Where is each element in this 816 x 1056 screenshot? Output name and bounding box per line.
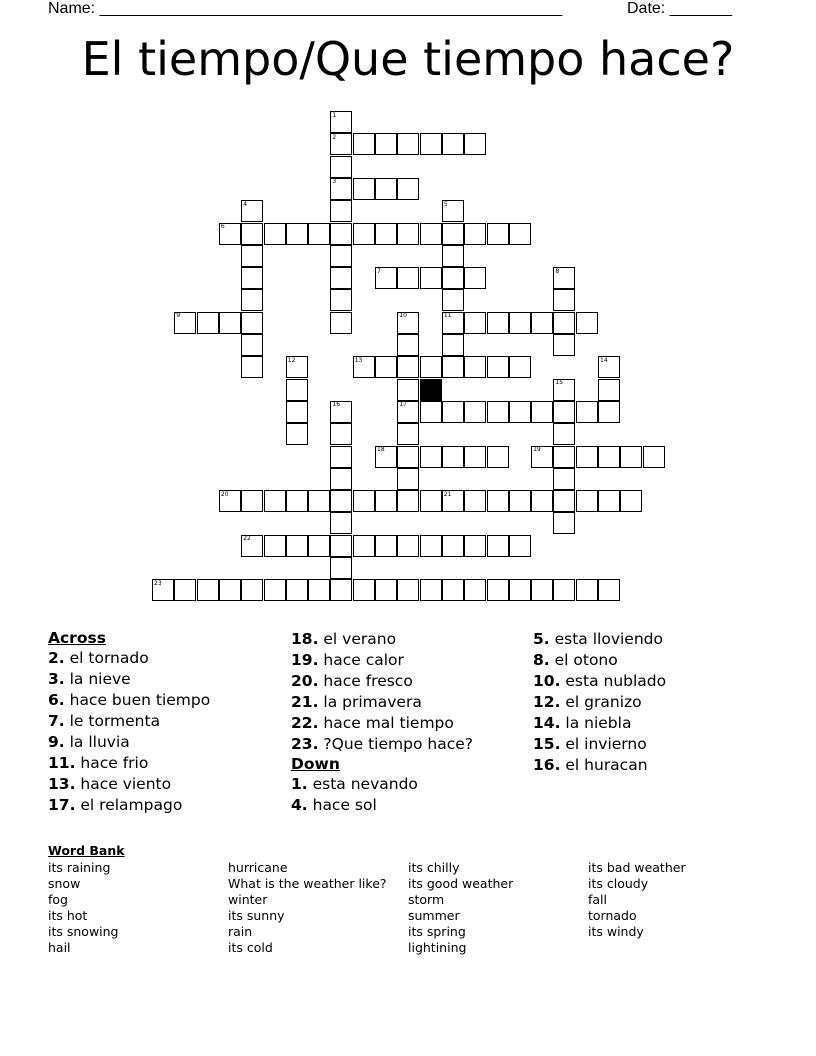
clue-item (291, 671, 473, 692)
crossword-cell[interactable] (509, 223, 531, 245)
crossword-cell[interactable] (308, 579, 330, 601)
crossword-cell[interactable] (576, 579, 598, 601)
across-heading: Across (48, 629, 106, 647)
crossword-cell[interactable] (397, 423, 419, 445)
crossword-cell[interactable] (553, 446, 575, 468)
crossword-cell[interactable] (241, 334, 263, 356)
word-bank-item: its bad weather (588, 860, 686, 875)
name-field-label: Name: ____________________________________________________ (48, 0, 563, 17)
crossword-cell[interactable] (531, 401, 553, 423)
crossword-cell[interactable] (576, 446, 598, 468)
crossword-cell[interactable] (420, 223, 442, 245)
crossword-cell[interactable] (442, 356, 464, 378)
clue-number-label: 1 (332, 111, 337, 119)
crossword-cell[interactable] (442, 223, 464, 245)
crossword-cell[interactable] (487, 312, 509, 334)
crossword-cell[interactable] (531, 579, 553, 601)
crossword-cell[interactable] (509, 356, 531, 378)
clue-number-label: 7 (377, 267, 381, 275)
clue-number-label: 13 (354, 356, 363, 364)
clue-text: hace fresco (318, 672, 413, 690)
crossword-cell[interactable] (464, 267, 486, 289)
crossword-cell[interactable] (509, 579, 531, 601)
clue-number: 14. (533, 714, 561, 732)
word-bank-item: its cloudy (588, 876, 649, 891)
crossword-cell[interactable] (420, 579, 442, 601)
crossword-cell[interactable] (442, 446, 464, 468)
clue-item (291, 692, 473, 713)
clue-item (48, 690, 210, 711)
crossword-cell[interactable] (397, 178, 419, 200)
crossword-cell[interactable] (442, 401, 464, 423)
word-bank-item: hail (48, 940, 71, 955)
crossword-cell[interactable] (397, 379, 419, 401)
clue-number-label: 5 (443, 200, 448, 208)
clue-number-label: 11 (443, 312, 452, 320)
crossword-cell[interactable] (286, 401, 308, 423)
crossword-cell[interactable] (330, 468, 352, 490)
date-field-label: Date: _______ (627, 0, 732, 17)
crossword-cell[interactable] (308, 490, 330, 512)
crossword-cell[interactable] (442, 579, 464, 601)
crossword-cell[interactable] (442, 245, 464, 267)
crossword-cell[interactable] (330, 223, 352, 245)
word-bank-item: What is the weather like? (228, 876, 387, 891)
clue-number: 3. (48, 670, 65, 688)
word-bank-item: its sunny (228, 908, 285, 923)
clue-item (291, 713, 473, 734)
crossword-cell[interactable] (509, 535, 531, 557)
crossword-cell[interactable] (397, 446, 419, 468)
clue-text: el invierno (560, 735, 647, 753)
crossword-cell[interactable] (241, 356, 263, 378)
crossword-cell[interactable] (553, 334, 575, 356)
crossword-cell[interactable] (509, 490, 531, 512)
clue-number-label: 15 (555, 379, 564, 387)
crossword-cell[interactable] (375, 535, 397, 557)
clue-text: la primavera (318, 693, 422, 711)
word-bank-item: storm (408, 892, 445, 907)
crossword-cell[interactable] (487, 535, 509, 557)
crossword-cell[interactable] (353, 178, 375, 200)
crossword-cell[interactable] (353, 133, 375, 155)
crossword-cell[interactable] (375, 178, 397, 200)
crossword-cell[interactable] (197, 579, 219, 601)
crossword-cell[interactable] (241, 490, 263, 512)
crossword-cell[interactable] (598, 579, 620, 601)
clue-text: el tornado (64, 649, 149, 667)
crossword-cell[interactable] (397, 579, 419, 601)
word-bank-item: lightining (408, 940, 467, 955)
word-bank-item: tornado (588, 908, 637, 923)
clue-item (48, 648, 210, 669)
word-bank-item: hurricane (228, 860, 288, 875)
clue-text: hace frio (75, 754, 149, 772)
clue-text: esta nevando (307, 775, 418, 793)
clue-text: ?Que tiempo hace? (318, 735, 473, 753)
word-bank-item: its hot (48, 908, 88, 923)
crossword-cell[interactable] (464, 535, 486, 557)
clue-number-label: 16 (332, 401, 341, 409)
crossword-cell[interactable] (219, 579, 241, 601)
crossword-cell[interactable] (330, 156, 352, 178)
crossword-cell[interactable] (420, 490, 442, 512)
crossword-cell[interactable] (286, 535, 308, 557)
crossword-cell[interactable] (397, 334, 419, 356)
crossword-cell[interactable] (442, 289, 464, 311)
clue-item (533, 755, 666, 776)
crossword-cell[interactable] (553, 312, 575, 334)
crossword-cell[interactable] (241, 245, 263, 267)
clue-text: hace viento (75, 775, 172, 793)
clue-number-label: 22 (243, 535, 251, 543)
crossword-cell[interactable] (375, 356, 397, 378)
crossword-cell[interactable] (487, 223, 509, 245)
crossword-cell[interactable] (464, 312, 486, 334)
crossword-cell[interactable] (397, 535, 419, 557)
crossword-cell[interactable] (620, 446, 642, 468)
clue-text: el huracan (560, 756, 648, 774)
down-heading: Down (291, 755, 340, 773)
black-cell (420, 379, 442, 401)
crossword-cell[interactable] (576, 312, 598, 334)
crossword-cell[interactable] (487, 490, 509, 512)
clue-number: 23. (291, 735, 319, 753)
clue-item (533, 713, 666, 734)
crossword-cell[interactable] (219, 312, 241, 334)
clue-item (48, 774, 210, 795)
crossword-cell[interactable] (420, 535, 442, 557)
crossword-cell[interactable] (308, 535, 330, 557)
clue-item (48, 732, 210, 753)
clue-number: 8. (533, 651, 550, 669)
crossword-cell[interactable] (397, 223, 419, 245)
crossword-cell[interactable] (553, 401, 575, 423)
crossword-cell[interactable] (353, 579, 375, 601)
crossword-cell[interactable] (553, 512, 575, 534)
clue-number-label: 2 (332, 133, 337, 141)
word-bank-item: fall (588, 892, 608, 907)
crossword-cell[interactable] (264, 223, 286, 245)
word-bank-title: Word Bank (48, 843, 125, 858)
clue-item (533, 629, 666, 650)
clue-number-label: 10 (399, 312, 407, 320)
crossword-cell[interactable] (330, 446, 352, 468)
clue-item (533, 671, 666, 692)
crossword-cell[interactable] (264, 535, 286, 557)
crossword-cell[interactable] (509, 401, 531, 423)
clue-number-label: 20 (220, 490, 229, 498)
crossword-cell[interactable] (464, 490, 486, 512)
clue-number-label: 8 (555, 267, 560, 275)
clue-number: 6. (48, 691, 65, 709)
clue-text: el verano (318, 630, 397, 648)
clue-number: 5. (533, 630, 550, 648)
crossword-cell[interactable] (174, 579, 196, 601)
crossword-cell[interactable] (464, 356, 486, 378)
crossword-cell[interactable] (442, 133, 464, 155)
crossword-cell[interactable] (330, 535, 352, 557)
crossword-cell[interactable] (330, 490, 352, 512)
crossword-cell[interactable] (420, 446, 442, 468)
crossword-cell[interactable] (286, 490, 308, 512)
word-bank-column-1 (48, 860, 119, 956)
crossword-cell[interactable] (397, 490, 419, 512)
clue-number: 7. (48, 712, 65, 730)
clue-item (48, 711, 210, 732)
clue-item (48, 795, 210, 816)
clue-number-label: 19 (533, 446, 541, 453)
crossword-cell[interactable] (598, 401, 620, 423)
crossword-cell[interactable] (598, 446, 620, 468)
page-header (0, 0, 816, 22)
crossword-cell[interactable] (353, 223, 375, 245)
clue-number-label: 14 (600, 356, 608, 364)
clue-number-label: 18 (377, 446, 385, 453)
crossword-cell[interactable] (330, 289, 352, 311)
crossword-cell[interactable] (487, 356, 509, 378)
clue-text: la lluvia (64, 733, 130, 751)
crossword-cell[interactable] (420, 356, 442, 378)
page-title: El tiempo/Que tiempo hace? (81, 32, 735, 86)
crossword-cell[interactable] (531, 312, 553, 334)
clue-column-1 (48, 629, 210, 816)
clue-number: 11. (48, 754, 76, 772)
crossword-cell[interactable] (397, 468, 419, 490)
crossword-cell[interactable] (509, 312, 531, 334)
crossword-cell[interactable] (286, 223, 308, 245)
crossword-cell[interactable] (553, 490, 575, 512)
crossword-cell[interactable] (531, 490, 553, 512)
clue-text: hace calor (318, 651, 404, 669)
crossword-cell[interactable] (241, 289, 263, 311)
clue-number: 2. (48, 649, 65, 667)
word-bank-item: its spring (408, 924, 466, 939)
crossword-cell[interactable] (241, 312, 263, 334)
clue-number-label: 6 (220, 223, 225, 230)
clue-item (291, 650, 473, 671)
word-bank-item: its chilly (408, 860, 460, 875)
crossword-cell[interactable] (375, 579, 397, 601)
crossword-cell[interactable] (286, 423, 308, 445)
clue-number: 21. (291, 693, 319, 711)
crossword-cell[interactable] (330, 200, 352, 222)
clue-column-2 (291, 629, 473, 816)
clue-item (291, 629, 473, 650)
clue-item (48, 669, 210, 690)
word-bank-item: its snowing (48, 924, 119, 939)
clue-text: la niebla (560, 714, 632, 732)
crossword-cell[interactable] (330, 423, 352, 445)
clue-number: 19. (291, 651, 319, 669)
crossword-cell[interactable] (264, 490, 286, 512)
clue-text: hace buen tiempo (64, 691, 211, 709)
crossword-cell[interactable] (576, 401, 598, 423)
clue-column-3 (533, 629, 666, 776)
crossword-cell[interactable] (464, 133, 486, 155)
crossword-cell[interactable] (330, 312, 352, 334)
word-bank-column-2 (228, 860, 387, 956)
crossword-cell[interactable] (553, 579, 575, 601)
clue-item (291, 795, 473, 816)
clue-number: 17. (48, 796, 76, 814)
clue-number: 22. (291, 714, 319, 732)
crossword-cell[interactable] (375, 490, 397, 512)
crossword-cell[interactable] (620, 490, 642, 512)
clue-text: esta nublado (560, 672, 667, 690)
word-bank-item: its raining (48, 860, 111, 875)
crossword-cell[interactable] (397, 133, 419, 155)
word-bank-item: fog (48, 892, 68, 907)
clue-number-label: 4 (243, 200, 248, 208)
clue-item (533, 650, 666, 671)
crossword-cell[interactable] (643, 446, 665, 468)
clue-item (48, 753, 210, 774)
crossword-cell[interactable] (442, 334, 464, 356)
crossword-cell[interactable] (420, 267, 442, 289)
crossword-cell[interactable] (241, 579, 263, 601)
word-bank-item: its cold (228, 940, 273, 955)
clue-text: la nieve (64, 670, 131, 688)
crossword-cell[interactable] (330, 557, 352, 579)
clue-number: 1. (291, 775, 308, 793)
crossword-cell[interactable] (420, 133, 442, 155)
word-bank-item: summer (408, 908, 460, 923)
clue-number: 10. (533, 672, 561, 690)
crossword-cell[interactable] (286, 579, 308, 601)
crossword-cell[interactable] (464, 579, 486, 601)
crossword-cell[interactable] (464, 446, 486, 468)
clue-number-label: 9 (176, 312, 181, 320)
clue-number: 20. (291, 672, 319, 690)
clue-text: esta lloviendo (549, 630, 663, 648)
clue-item (533, 692, 666, 713)
word-bank-item: snow (48, 876, 81, 891)
crossword-cell[interactable] (442, 267, 464, 289)
clue-number: 13. (48, 775, 76, 793)
crossword-cell[interactable] (375, 223, 397, 245)
crossword-cell[interactable] (598, 490, 620, 512)
clue-number-label: 12 (287, 356, 296, 364)
clue-text: hace mal tiempo (318, 714, 454, 732)
word-bank-item: its windy (588, 924, 644, 939)
clue-text: hace sol (307, 796, 377, 814)
clue-number-label: 3 (332, 178, 337, 186)
crossword-cell[interactable] (576, 490, 598, 512)
clue-number: 4. (291, 796, 308, 814)
clue-item (291, 774, 473, 795)
clue-number: 9. (48, 733, 65, 751)
clue-number: 18. (291, 630, 319, 648)
crossword-cell[interactable] (330, 267, 352, 289)
word-bank-item: winter (228, 892, 268, 907)
crossword-cell[interactable] (464, 401, 486, 423)
clue-text: le tormenta (64, 712, 161, 730)
clue-item (533, 734, 666, 755)
crossword-cell[interactable] (286, 379, 308, 401)
clue-number-label: 23 (154, 579, 162, 587)
crossword-cell[interactable] (487, 401, 509, 423)
crossword-cell[interactable] (197, 312, 219, 334)
crossword-cell[interactable] (330, 245, 352, 267)
word-bank-column-3 (408, 860, 513, 956)
clue-number-label: 17 (399, 401, 407, 409)
crossword-cell[interactable] (553, 468, 575, 490)
crossword-cell[interactable] (330, 512, 352, 534)
crossword-cell[interactable] (397, 267, 419, 289)
clue-number: 15. (533, 735, 561, 753)
word-bank-item: rain (228, 924, 253, 939)
clue-text: el relampago (75, 796, 183, 814)
crossword-cell[interactable] (553, 289, 575, 311)
word-bank-item: its good weather (408, 876, 514, 891)
clue-text: el granizo (560, 693, 642, 711)
crossword-cell[interactable] (241, 223, 263, 245)
clue-item (291, 734, 473, 755)
clue-number-label: 21 (443, 490, 452, 498)
crossword-cell[interactable] (553, 423, 575, 445)
word-bank-column-4 (588, 860, 686, 940)
crossword-cell[interactable] (487, 446, 509, 468)
crossword-cell[interactable] (330, 579, 352, 601)
crossword-cell[interactable] (442, 535, 464, 557)
crossword-cell[interactable] (598, 379, 620, 401)
clue-text: el otono (549, 651, 618, 669)
clue-number: 12. (533, 693, 561, 711)
crossword-cell[interactable] (397, 356, 419, 378)
crossword-cell[interactable] (241, 267, 263, 289)
crossword-cell[interactable] (420, 401, 442, 423)
crossword-cell[interactable] (375, 133, 397, 155)
crossword-cell[interactable] (487, 579, 509, 601)
crossword-cell[interactable] (264, 579, 286, 601)
crossword-cell[interactable] (353, 535, 375, 557)
crossword-cell[interactable] (308, 223, 330, 245)
crossword-cell[interactable] (464, 223, 486, 245)
clue-number: 16. (533, 756, 561, 774)
crossword-cell[interactable] (353, 490, 375, 512)
